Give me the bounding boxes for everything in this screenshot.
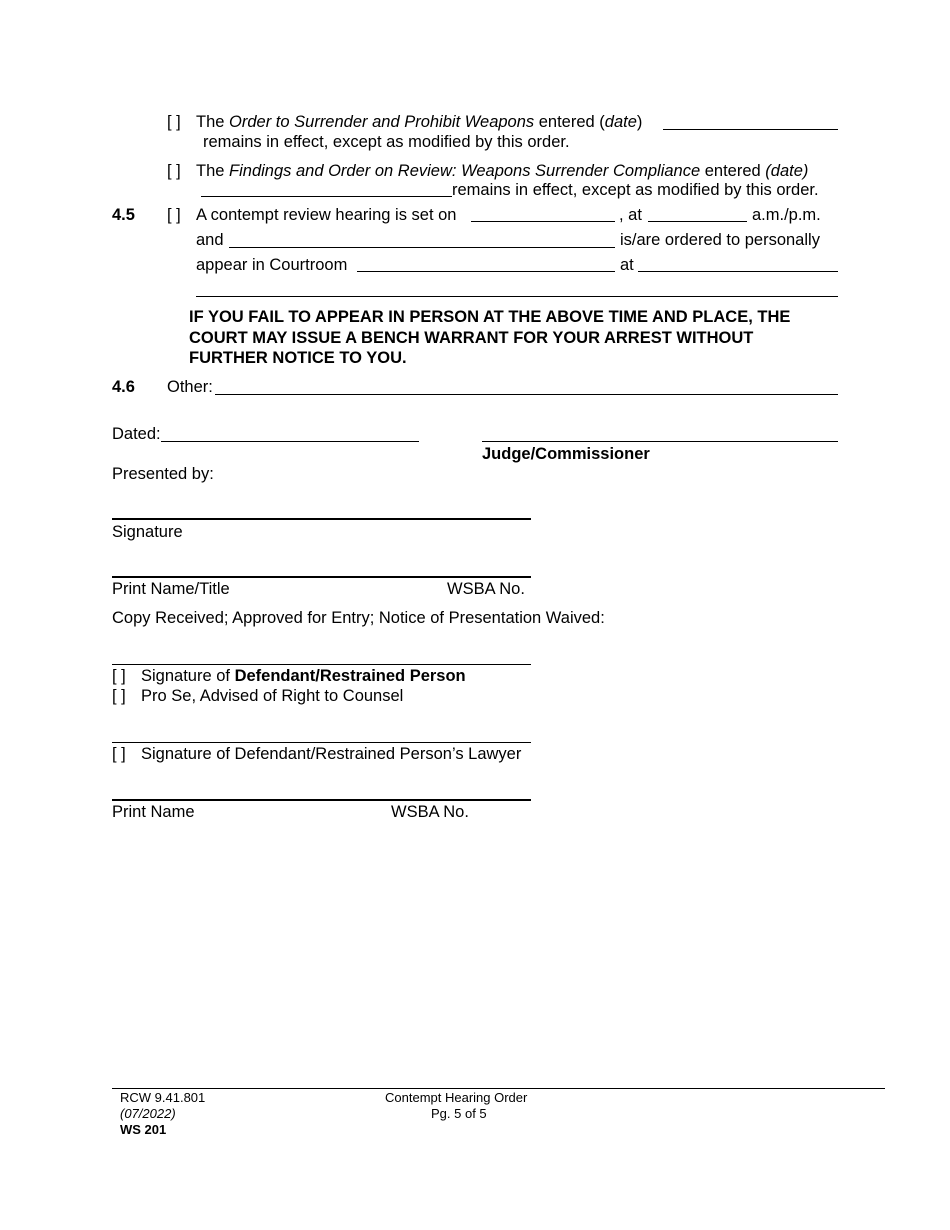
copy-received-text: Copy Received; Approved for Entry; Notice of Presentation Waived:	[112, 609, 605, 627]
dated-label: Dated:	[112, 425, 161, 443]
surrender-order-text	[196, 113, 642, 132]
at-location-text: at	[620, 256, 634, 274]
findings-order-text	[196, 162, 808, 181]
judge-label: Judge/Commissioner	[482, 445, 650, 463]
surrender-order-title: Order to Surrender and Prohibit Weapons	[229, 113, 535, 131]
section-4-5-number: 4.5	[112, 206, 135, 224]
checkbox-defendant-signature[interactable]: [ ]	[112, 667, 126, 685]
surrender-date-field[interactable]	[663, 129, 838, 130]
judge-signature-line[interactable]	[482, 441, 838, 442]
location-field-continued[interactable]	[196, 296, 838, 297]
location-field[interactable]	[638, 271, 838, 272]
findings-date-word: (date)	[765, 162, 809, 180]
other-label: Other:	[167, 378, 213, 396]
lawyer-signature-line[interactable]	[112, 742, 531, 743]
findings-entered: entered	[704, 162, 761, 180]
hearing-date-field[interactable]	[471, 221, 615, 222]
lawyer-wsba-label: WSBA No.	[391, 803, 469, 821]
at-text: , at	[619, 206, 642, 224]
presenter-signature-line[interactable]	[112, 518, 531, 520]
checkbox-findings-order[interactable]: [ ]	[167, 162, 181, 180]
findings-date-field[interactable]	[201, 196, 452, 197]
findings-prefix: The	[196, 162, 225, 180]
checkbox-surrender-order[interactable]: [ ]	[167, 113, 181, 131]
wsba-label: WSBA No.	[447, 580, 525, 598]
ordered-text: is/are ordered to personally	[620, 231, 820, 249]
other-field[interactable]	[215, 394, 838, 395]
findings-order-title: Findings and Order on Review: Weapons Surrender Compliance	[229, 162, 701, 180]
checkbox-pro-se[interactable]: [ ]	[112, 687, 126, 705]
lawyer-name-line[interactable]	[112, 799, 531, 801]
courtroom-field[interactable]	[357, 271, 615, 272]
footer-rule	[112, 1088, 885, 1089]
defendant-sig-bold: Defendant/Restrained Person	[234, 667, 466, 685]
defendant-sig-prefix: Signature of	[141, 667, 230, 685]
checkbox-contempt-review[interactable]: [ ]	[167, 206, 181, 224]
surrender-close: )	[636, 113, 643, 131]
parties-field[interactable]	[229, 247, 615, 248]
footer-form-title: Contempt Hearing Order	[385, 1090, 528, 1105]
signature-label: Signature	[112, 523, 183, 541]
section-4-6-number: 4.6	[112, 378, 135, 396]
defendant-signature-line[interactable]	[112, 664, 531, 665]
surrender-entered: entered (	[538, 113, 605, 131]
presenter-name-line[interactable]	[112, 576, 531, 578]
hearing-time-field[interactable]	[648, 221, 747, 222]
defendant-signature-label	[141, 667, 466, 686]
courtroom-text: appear in Courtroom	[196, 256, 348, 274]
print-name-label: Print Name	[112, 803, 195, 821]
surrender-date-word: date	[604, 113, 637, 131]
checkbox-lawyer-signature[interactable]: [ ]	[112, 745, 126, 763]
footer-form-number: WS 201	[120, 1122, 167, 1137]
ampm-text: a.m./p.m.	[752, 206, 821, 224]
footer-date: (07/2022)	[120, 1106, 176, 1121]
presented-by-label: Presented by:	[112, 465, 214, 483]
pro-se-label: Pro Se, Advised of Right to Counsel	[141, 687, 404, 705]
contempt-review-text: A contempt review hearing is set on	[196, 206, 457, 224]
surrender-continuation: remains in effect, except as modified by this order.	[203, 133, 570, 151]
surrender-prefix: The	[196, 113, 225, 131]
print-name-title-label: Print Name/Title	[112, 580, 230, 598]
lawyer-signature-label: Signature of Defendant/Restrained Person’s Lawyer	[141, 745, 522, 763]
findings-continuation: remains in effect, except as modified by this order.	[452, 181, 819, 199]
and-text: and	[196, 231, 224, 249]
dated-field[interactable]	[161, 441, 419, 442]
footer-page-number: Pg. 5 of 5	[431, 1106, 487, 1121]
bench-warrant-warning: IF YOU FAIL TO APPEAR IN PERSON AT THE ABOVE TIME AND PLACE, THE COURT MAY ISSUE A BENCH WARRANT FOR YOUR ARREST WITHOUT FURTHER NOTICE TO YOU.	[189, 308, 791, 367]
footer-rcw: RCW 9.41.801	[120, 1090, 206, 1105]
